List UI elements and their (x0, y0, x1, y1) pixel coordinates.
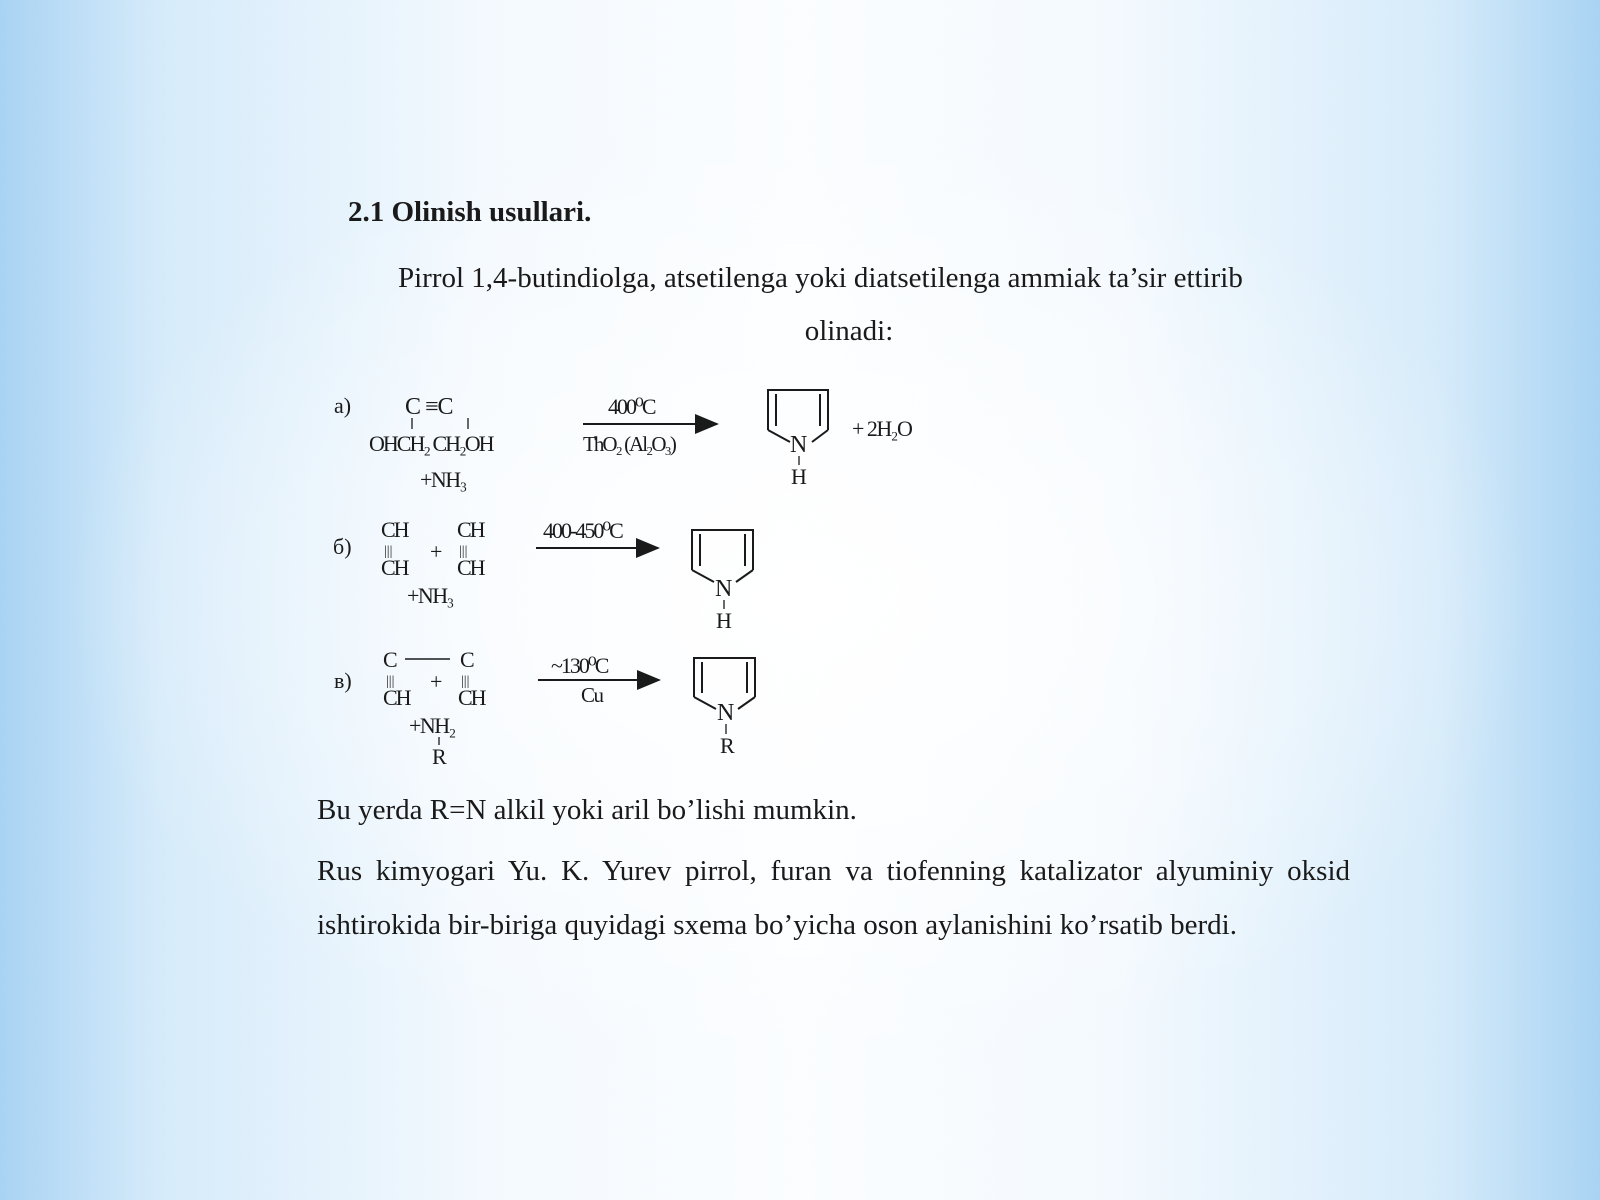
reaction-c-reagent: +NH₂ (409, 713, 455, 738)
reaction-c-left-top: C (383, 647, 398, 672)
section-number: 2.1 (348, 196, 385, 228)
reaction-b-left-top: CH (381, 517, 408, 542)
reaction-b-label: б) (333, 534, 352, 559)
triple-bond-icon: ||| (384, 544, 393, 559)
reaction-c-condition-top: ~130⁰C (551, 653, 608, 678)
reaction-a-condition-top: 400⁰C (608, 394, 655, 419)
reaction-c-plus: + (430, 669, 443, 694)
body-paragraph: Rus kimyogari Yu. K. Yurev pirrol, furan va tiofenning katalizator alyuminiy oksid ishtirokida bir-biriga quyidagi sxema bo’yicha oson aylanishini ko’rsatib berdi. (317, 855, 1350, 941)
reaction-c-condition-bottom: Cu (581, 683, 603, 707)
reaction-a-product-n: N (790, 432, 808, 458)
reaction-b (333, 517, 753, 633)
reaction-c-label: в) (334, 668, 352, 693)
reaction-b-right-top: CH (457, 517, 484, 542)
reaction-c-right-top: C (460, 647, 475, 672)
triple-bond-icon: ||| (461, 674, 470, 689)
reaction-a-byproduct: + 2H₂O (852, 416, 912, 441)
reaction-c-product-r: R (720, 733, 735, 758)
intro-line-1: Pirrol 1,4-butindiolga, atsetilenga yoki diatsetilenga ammiak ta’sir ettirib (398, 262, 1243, 294)
reaction-b-plus: + (430, 539, 443, 564)
reaction-a-reagent: +NH₃ (420, 467, 466, 492)
reaction-a-condition-bottom: ThO₂ (Al₂O₃) (583, 432, 675, 456)
intro-line-2: olinadi: (804, 315, 894, 347)
pyrrole-ring-b (692, 530, 753, 582)
reaction-c-left-bottom: CH (383, 685, 410, 710)
reaction-c-right-bottom: CH (458, 685, 485, 710)
reaction-c (334, 647, 755, 769)
reaction-b-condition-top: 400-450⁰C (543, 518, 622, 543)
reaction-b-product-h: H (716, 608, 732, 633)
reaction-a-reactant-top: C ≡C (405, 394, 453, 420)
reaction-b-left-bottom: CH (381, 555, 408, 580)
note-line: Bu yerda R=N alkil yoki aril bo’lishi mumkin. (317, 794, 857, 826)
reaction-a (334, 390, 912, 492)
triple-bond-icon: ||| (386, 674, 395, 689)
triple-bond-icon: ||| (459, 544, 468, 559)
reaction-c-reagent-r: R (432, 744, 447, 769)
reaction-a-reactant-bottom: OHCH₂ CH₂OH (369, 431, 493, 456)
reaction-a-product-h: H (791, 464, 807, 489)
reaction-c-product-n: N (717, 700, 735, 726)
reaction-b-product-n: N (715, 576, 733, 602)
reaction-b-reagent: +NH₃ (407, 583, 453, 608)
reaction-a-label: а) (334, 393, 352, 418)
reaction-b-right-bottom: CH (457, 555, 484, 580)
section-title: Olinish usullari. (391, 196, 592, 228)
